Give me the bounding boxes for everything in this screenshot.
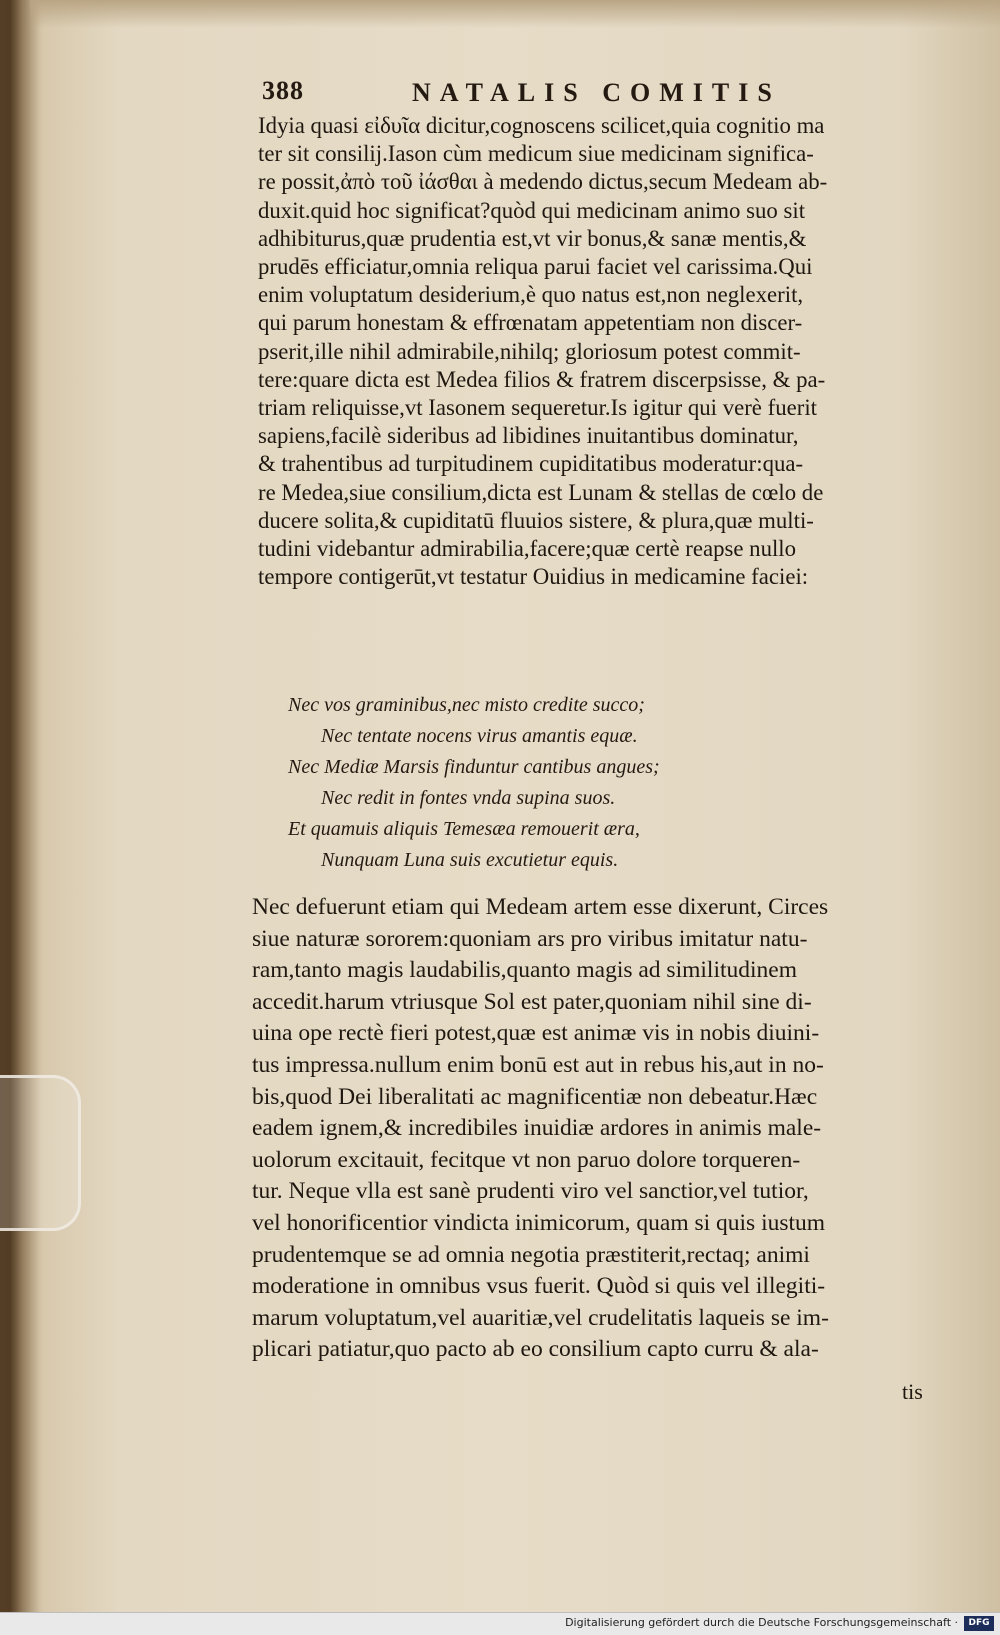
text-line: vel honorificentior vindicta inimicorum, quam si quis iustum [252,1209,826,1236]
text-line: triam reliquisse,vt Iasonem sequeretur.Is igitur qui verè fuerit [258,395,817,421]
verse-quotation [288,690,758,876]
text-line: re possit,ἀπὸ τοῦ ἰάσθαι à medendo dictus,secum Medeam ab- [258,169,828,195]
text-line: uina ope rectè fieri potest,quæ est animæ vis in nobis diuini- [252,1020,820,1047]
digitization-footer [0,1612,1000,1635]
text-line: tempore contigerūt,vt testatur Ouidius in medicamine faciei: [258,564,809,590]
gutter-shadow [0,0,40,1612]
text-line: sapiens,facilè sideribus ad libidines inuitantibus dominatur, [258,423,799,449]
text-line: pserit,ille nihil admirabile,nihilq; gloriosum potest commit- [258,338,801,364]
text-line: duxit.quid hoc significat?quòd qui medicinam animo suo sit [258,197,806,223]
text-line: re Medea,siue consilium,dicta est Lunam & stellas de cœlo de [258,479,824,505]
dfg-logo: DFG [964,1616,994,1631]
paragraph-1 [258,112,940,591]
text-line: plicari patiatur,quo pacto ab eo consilium capto curru & ala- [252,1336,819,1363]
book-clasp [0,1075,81,1231]
text-line: marum voluptatum,vel auaritiæ,vel crudelitatis laqueis se im- [252,1304,829,1331]
text-line: Idyia quasi εἰδυῖα dicitur,cognoscens scilicet,quia cognitio ma [258,113,825,138]
verse-line: Nec Mediæ Marsis finduntur cantibus angues; [288,756,660,778]
text-line: siue naturæ sororem:quoniam ars pro viribus imitatur natu- [252,925,808,952]
catchword: tis [902,1379,923,1404]
verse-line: Nec vos graminibus,nec misto credite succo; [288,694,645,716]
running-head: NATALIS COMITIS [412,78,781,107]
text-line: tus impressa.nullum enim bonū est aut in rebus his,aut in no- [252,1051,824,1078]
text-line: qui parum honestam & effrœnatam appetentiam non discer- [258,310,803,336]
verse-line: Nunquam Luna suis excutietur equis. [321,849,619,871]
text-line: eadem ignem,& incredibiles inuidiæ ardores in animis male- [252,1115,822,1142]
text-line: tudini videbantur admirabilia,facere;quæ certè reapse nullo [258,536,797,562]
text-line: enim voluptatum desiderium,è quo natus est,non neglexerit, [258,282,804,308]
paragraph-2 [252,892,942,1366]
text-line: & trahentibus ad turpitudinem cupiditatibus moderatur:qua- [258,451,804,477]
folio-number: 388 [262,76,304,105]
verse-line: Et quamuis aliquis Temesæa remouerit æra, [288,818,640,840]
text-line: accedit.harum vtriusque Sol est pater,quoniam nihil sine di- [252,988,812,1015]
text-line: tere:quare dicta est Medea filios & fratrem discerpsisse, & pa- [258,366,826,392]
text-line: Nec defuerunt etiam qui Medeam artem esse dixerunt, Circes [252,894,829,920]
text-line: adhibiturus,quæ prudentia est,vt vir bonus,& sanæ mentis,& [258,225,807,251]
page-header [262,76,822,108]
text-line: tur. Neque vlla est sanè prudenti viro vel sanctior,vel tutior, [252,1178,809,1205]
verse-line: Nec tentate nocens virus amantis equæ. [321,725,638,747]
text-line: uolorum excitauit, fecitque vt non paruo dolore torqueren- [252,1146,801,1173]
text-line: ter sit consilij.Iason cùm medicum siue medicinam significa- [258,141,814,167]
page-top-edge [30,0,1000,28]
text-line: ducere solita,& cupiditatū fluuios sistere, & plura,quæ multi- [258,507,814,533]
text-line: bis,quod Dei liberalitati ac magnificentiæ non debeatur.Hæc [252,1083,818,1110]
text-line: prudentemque se ad omnia negotia præstiterit,rectaq; animi [252,1241,810,1268]
text-line: prudēs efficiatur,omnia reliqua parui faciet vel carissima.Qui [258,254,813,280]
text-line: ram,tanto magis laudabilis,quanto magis ad similitudinem [252,957,797,984]
text-line: moderatione in omnibus vsus fuerit. Quòd si quis vel illegiti- [252,1273,826,1300]
funding-credit: Digitalisierung gefördert durch die Deutsche Forschungsgemeinschaft · [565,1616,958,1629]
verse-line: Nec redit in fontes vnda supina suos. [321,787,616,809]
